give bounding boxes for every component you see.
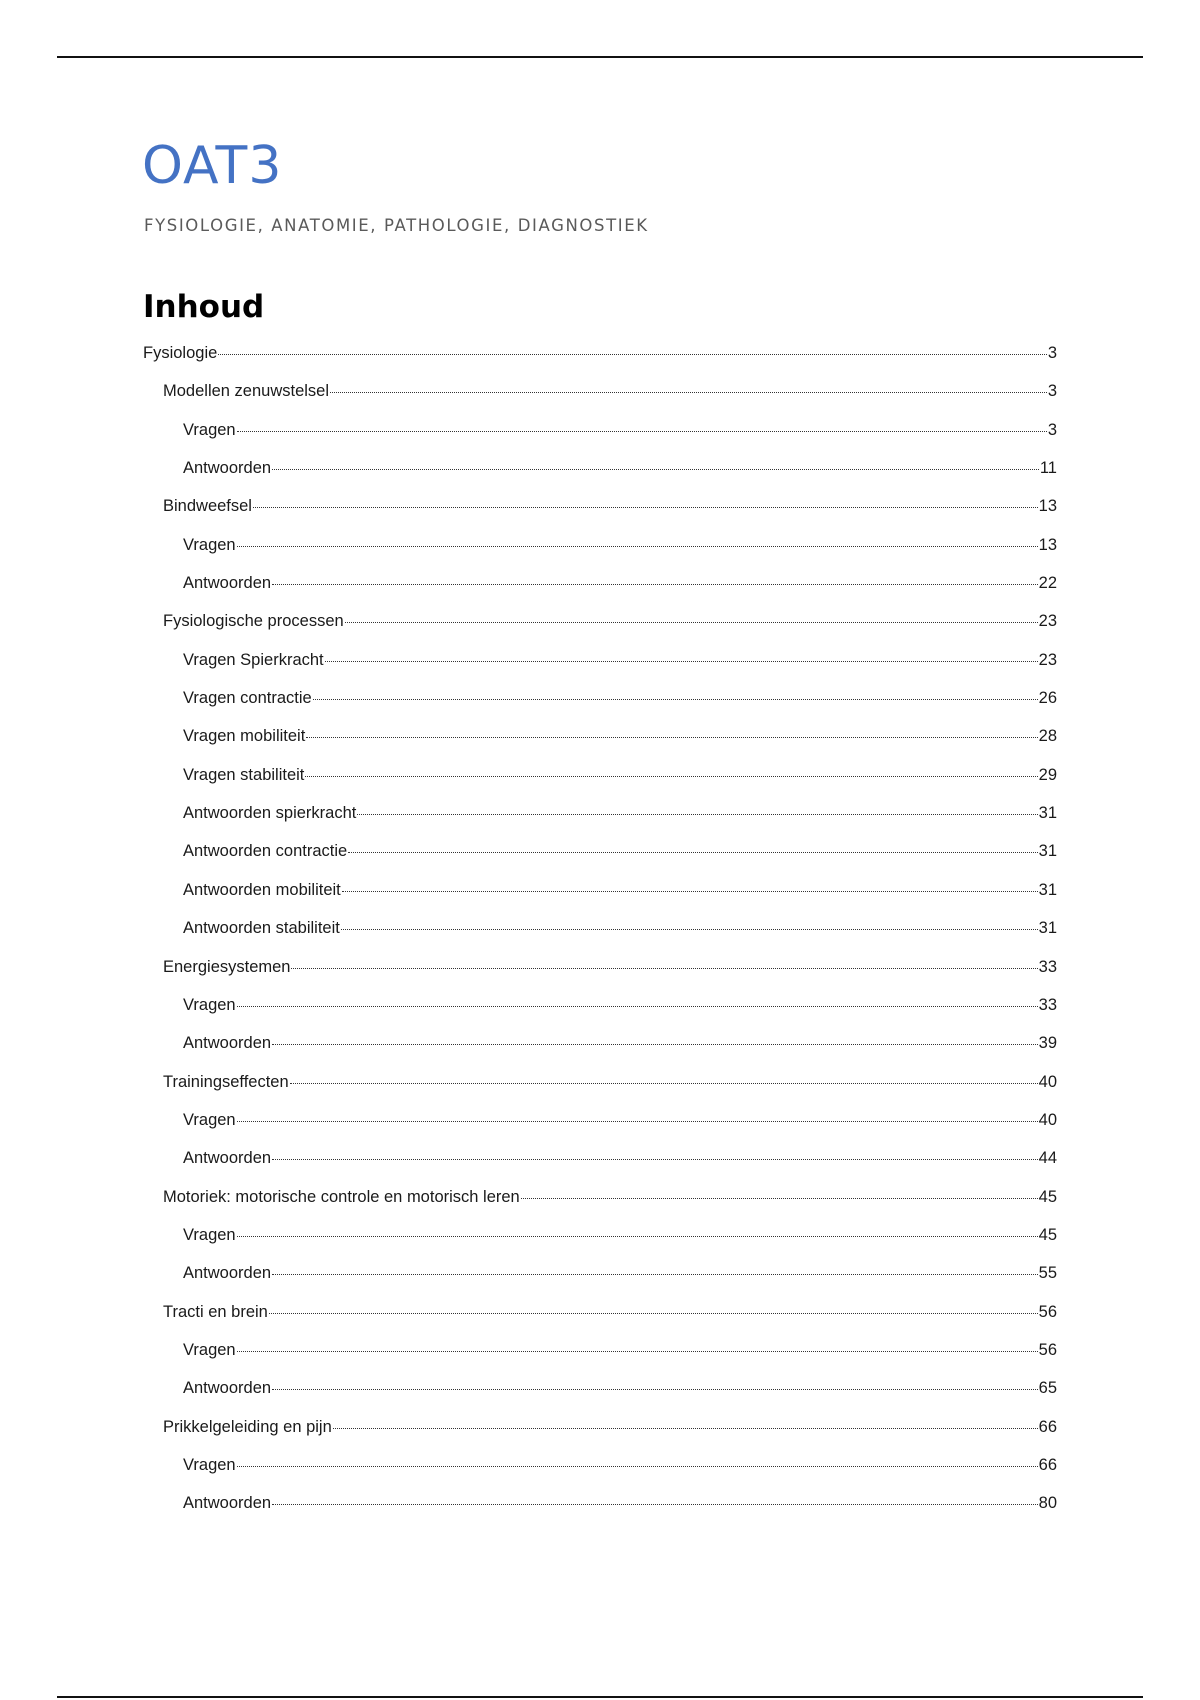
toc-heading: Inhoud bbox=[143, 289, 265, 325]
toc-entry-page-number[interactable]: 44 bbox=[1038, 1149, 1057, 1168]
toc-entry-page-number[interactable]: 3 bbox=[1047, 420, 1057, 439]
toc-entry-label[interactable]: Trainingseffecten bbox=[163, 1072, 289, 1091]
toc-entry-page-number[interactable]: 56 bbox=[1038, 1340, 1057, 1359]
toc-entry[interactable] bbox=[143, 497, 1057, 535]
toc-entry-page-number[interactable]: 39 bbox=[1038, 1034, 1057, 1053]
toc-entry[interactable] bbox=[143, 1034, 1057, 1072]
toc-dot-leader bbox=[272, 1274, 1038, 1275]
toc-entry-label[interactable]: Antwoorden mobiliteit bbox=[183, 880, 341, 899]
toc-entry-page-number[interactable]: 23 bbox=[1038, 612, 1057, 631]
table-of-contents bbox=[143, 344, 1057, 1533]
toc-entry-label[interactable]: Vragen contractie bbox=[183, 689, 312, 708]
toc-entry[interactable] bbox=[143, 421, 1057, 459]
toc-entry-label[interactable]: Energiesystemen bbox=[163, 957, 291, 976]
toc-entry[interactable] bbox=[143, 958, 1057, 996]
toc-entry-label[interactable]: Antwoorden bbox=[183, 1494, 272, 1513]
toc-entry-label[interactable]: Antwoorden spierkracht bbox=[183, 804, 357, 823]
toc-entry-page-number[interactable]: 28 bbox=[1038, 727, 1057, 746]
toc-entry-label[interactable]: Antwoorden contractie bbox=[183, 842, 348, 861]
toc-entry-label[interactable]: Antwoorden stabiliteit bbox=[183, 919, 340, 938]
toc-entry[interactable] bbox=[143, 1226, 1057, 1264]
toc-entry[interactable] bbox=[143, 1418, 1057, 1456]
toc-dot-leader bbox=[253, 507, 1038, 508]
toc-entry-label[interactable]: Fysiologie bbox=[143, 344, 218, 362]
toc-dot-leader bbox=[237, 546, 1038, 547]
toc-entry-page-number[interactable]: 45 bbox=[1038, 1187, 1057, 1206]
toc-entry-page-number[interactable]: 56 bbox=[1038, 1302, 1057, 1321]
toc-entry-page-number[interactable]: 40 bbox=[1038, 1110, 1057, 1129]
toc-dot-leader bbox=[313, 699, 1038, 700]
toc-entry-page-number[interactable]: 23 bbox=[1038, 650, 1057, 669]
toc-dot-leader bbox=[237, 1466, 1038, 1467]
toc-entry-label[interactable]: Antwoorden bbox=[183, 1264, 272, 1283]
toc-dot-leader bbox=[333, 1428, 1038, 1429]
toc-entry-label[interactable]: Vragen bbox=[183, 1225, 236, 1244]
toc-entry[interactable] bbox=[143, 1188, 1057, 1226]
toc-entry[interactable] bbox=[143, 881, 1057, 919]
toc-dot-leader bbox=[357, 814, 1037, 815]
toc-entry[interactable] bbox=[143, 727, 1057, 765]
toc-dot-leader bbox=[521, 1198, 1038, 1199]
toc-dot-leader bbox=[237, 1351, 1038, 1352]
toc-dot-leader bbox=[291, 968, 1037, 969]
toc-entry-page-number[interactable]: 3 bbox=[1047, 344, 1057, 362]
toc-entry[interactable] bbox=[143, 766, 1057, 804]
toc-entry[interactable] bbox=[143, 689, 1057, 727]
footer-rule bbox=[57, 1696, 1143, 1698]
toc-entry-page-number[interactable]: 3 bbox=[1047, 382, 1057, 401]
toc-dot-leader bbox=[272, 1389, 1038, 1390]
toc-entry-page-number[interactable]: 31 bbox=[1038, 880, 1057, 899]
toc-entry-page-number[interactable]: 22 bbox=[1038, 574, 1057, 593]
toc-entry-label[interactable]: Vragen Spierkracht bbox=[183, 650, 324, 669]
document-subtitle: FYSIOLOGIE, ANATOMIE, PATHOLOGIE, DIAGNOSTIEK bbox=[144, 216, 649, 235]
toc-entry-label[interactable]: Antwoorden bbox=[183, 1034, 272, 1053]
toc-entry-page-number[interactable]: 55 bbox=[1038, 1264, 1057, 1283]
toc-dot-leader bbox=[330, 392, 1047, 393]
toc-entry-label[interactable]: Vragen bbox=[183, 1340, 236, 1359]
toc-dot-leader bbox=[345, 622, 1038, 623]
header-rule bbox=[57, 56, 1143, 58]
toc-entry[interactable] bbox=[143, 651, 1057, 689]
toc-entry[interactable] bbox=[143, 1111, 1057, 1149]
toc-entry-label[interactable]: Antwoorden bbox=[183, 574, 272, 593]
toc-entry[interactable] bbox=[143, 612, 1057, 650]
toc-dot-leader bbox=[272, 584, 1038, 585]
toc-entry[interactable] bbox=[143, 1264, 1057, 1302]
toc-entry-page-number[interactable]: 45 bbox=[1038, 1225, 1057, 1244]
toc-entry-page-number[interactable]: 31 bbox=[1038, 919, 1057, 938]
toc-entry-page-number[interactable]: 29 bbox=[1038, 765, 1057, 784]
toc-entry[interactable] bbox=[143, 536, 1057, 574]
toc-dot-leader bbox=[341, 929, 1038, 930]
toc-dot-leader bbox=[269, 1313, 1038, 1314]
toc-entry-page-number[interactable]: 13 bbox=[1038, 497, 1057, 516]
toc-dot-leader bbox=[218, 354, 1047, 355]
toc-entry[interactable] bbox=[143, 1341, 1057, 1379]
toc-entry-page-number[interactable]: 33 bbox=[1038, 995, 1057, 1014]
toc-entry[interactable] bbox=[143, 1494, 1057, 1532]
toc-entry-label[interactable]: Vragen mobiliteit bbox=[183, 727, 306, 746]
toc-entry-page-number[interactable]: 31 bbox=[1038, 842, 1057, 861]
toc-entry[interactable] bbox=[143, 804, 1057, 842]
toc-entry-page-number[interactable]: 33 bbox=[1038, 957, 1057, 976]
toc-entry-page-number[interactable]: 26 bbox=[1038, 689, 1057, 708]
toc-entry-label[interactable]: Vragen bbox=[183, 420, 236, 439]
toc-entry-page-number[interactable]: 40 bbox=[1038, 1072, 1057, 1091]
toc-entry[interactable] bbox=[143, 919, 1057, 957]
toc-entry-page-number[interactable]: 11 bbox=[1039, 459, 1057, 478]
toc-entry-label[interactable]: Vragen bbox=[183, 995, 236, 1014]
toc-dot-leader bbox=[237, 1121, 1038, 1122]
toc-entry-page-number[interactable]: 31 bbox=[1038, 804, 1057, 823]
toc-dot-leader bbox=[272, 469, 1039, 470]
toc-entry[interactable] bbox=[143, 1073, 1057, 1111]
toc-dot-leader bbox=[237, 1236, 1038, 1237]
toc-dot-leader bbox=[237, 431, 1047, 432]
toc-entry-label[interactable]: Vragen bbox=[183, 535, 236, 554]
toc-dot-leader bbox=[237, 1006, 1038, 1007]
toc-entry-label[interactable]: Antwoorden bbox=[183, 1379, 272, 1398]
toc-entry-label[interactable]: Vragen stabiliteit bbox=[183, 765, 305, 784]
toc-entry-page-number[interactable]: 66 bbox=[1038, 1455, 1057, 1474]
toc-dot-leader bbox=[348, 852, 1037, 853]
toc-dot-leader bbox=[272, 1504, 1038, 1505]
toc-entry[interactable] bbox=[143, 459, 1057, 497]
toc-dot-leader bbox=[272, 1159, 1038, 1160]
toc-entry-label[interactable]: Vragen bbox=[183, 1455, 236, 1474]
toc-entry-label[interactable]: Antwoorden bbox=[183, 1149, 272, 1168]
toc-entry-label[interactable]: Tracti en brein bbox=[163, 1302, 268, 1321]
toc-entry[interactable] bbox=[143, 344, 1057, 382]
document-title: OAT3 bbox=[142, 136, 283, 196]
toc-entry[interactable] bbox=[143, 996, 1057, 1034]
toc-dot-leader bbox=[325, 661, 1038, 662]
toc-entry-page-number[interactable]: 13 bbox=[1038, 535, 1057, 554]
toc-dot-leader bbox=[305, 776, 1037, 777]
toc-dot-leader bbox=[272, 1044, 1038, 1045]
toc-entry-page-number[interactable]: 65 bbox=[1038, 1379, 1057, 1398]
toc-entry-label[interactable]: Prikkelgeleiding en pijn bbox=[163, 1417, 332, 1436]
toc-entry-page-number[interactable]: 66 bbox=[1038, 1417, 1057, 1436]
toc-entry-page-number[interactable]: 80 bbox=[1038, 1494, 1057, 1513]
toc-entry[interactable] bbox=[143, 1379, 1057, 1417]
toc-entry[interactable] bbox=[143, 382, 1057, 420]
toc-entry-label[interactable]: Antwoorden bbox=[183, 459, 272, 478]
toc-entry[interactable] bbox=[143, 1456, 1057, 1494]
toc-entry[interactable] bbox=[143, 842, 1057, 880]
toc-entry-label[interactable]: Bindweefsel bbox=[163, 497, 252, 516]
toc-dot-leader bbox=[290, 1083, 1038, 1084]
toc-entry[interactable] bbox=[143, 1303, 1057, 1341]
toc-entry-label[interactable]: Modellen zenuwstelsel bbox=[163, 382, 330, 401]
toc-entry[interactable] bbox=[143, 574, 1057, 612]
toc-entry-label[interactable]: Vragen bbox=[183, 1110, 236, 1129]
toc-entry-label[interactable]: Fysiologische processen bbox=[163, 612, 344, 631]
toc-entry-label[interactable]: Motoriek: motorische controle en motorisch leren bbox=[163, 1187, 520, 1206]
toc-dot-leader bbox=[306, 737, 1037, 738]
toc-dot-leader bbox=[342, 891, 1038, 892]
toc-entry[interactable] bbox=[143, 1149, 1057, 1187]
